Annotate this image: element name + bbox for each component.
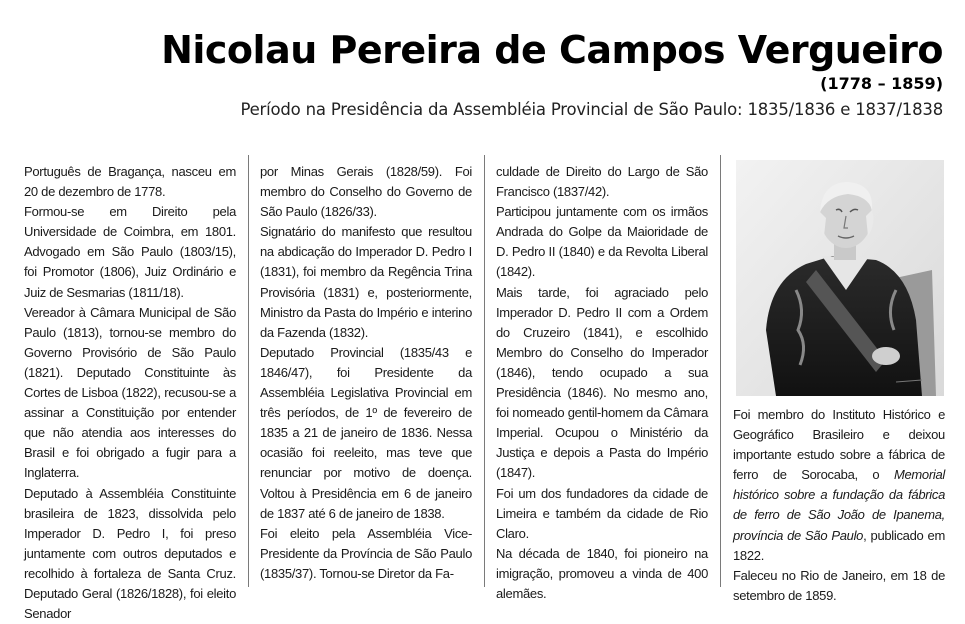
paragraph-text: , publicado em 1822.: [733, 528, 945, 563]
paragraph: Foi um dos fundadores da cidade de Limeira e também da cidade de Rio Claro.: [496, 484, 708, 544]
paragraph: Faleceu no Rio de Janeiro, em 18 de setembro de 1859.: [733, 566, 945, 606]
life-dates: (1778 – 1859): [820, 74, 943, 93]
memorial-title: Memorial histórico sobre a fundação da fábrica de ferro de São João de Ipanema, província de São Paulo: [733, 467, 945, 542]
text-column-2: [260, 162, 472, 584]
text-column-1: [24, 162, 236, 624]
paragraph: Deputado Provincial (1835/43 e 1846/47), foi Presidente da Assembléia Legislativa Provincial em três períodos, de 1º de fevereiro de 1835 a 21 de janeiro de 1836. Nessa ocasião foi reeleito, mas teve que renunciar por motivo de doença. Voltou à Presidência em 6 de janeiro de 1837 até 6 de janeiro de 1838.: [260, 343, 472, 524]
column-divider: [484, 155, 485, 587]
column-divider: [720, 155, 721, 587]
paragraph: Foi eleito pela Assembléia Vice-Presidente da Província de São Paulo (1835/37). Tornou-se Diretor da Fa-: [260, 524, 472, 584]
paragraph: culdade de Direito do Largo de São Francisco (1837/42).: [496, 162, 708, 202]
presidency-period: Período na Presidência da Assembléia Provincial de São Paulo: 1835/1836 e 1837/1838: [240, 100, 943, 119]
paragraph: por Minas Gerais (1828/59). Foi membro do Conselho do Governo de São Paulo (1826/33).: [260, 162, 472, 222]
text-column-3: [496, 162, 708, 604]
paragraph: Deputado à Assembléia Constituinte brasileira de 1823, dissolvida pelo Imperador D. Pedro I, foi preso juntamente com outros deputados e recolhido à fortaleza de Santa Cruz. Deputado Geral (1826/1828), foi eleito Senador: [24, 484, 236, 624]
paragraph: Formou-se em Direito pela Universidade de Coimbra, em 1801. Advogado em São Paulo (1803/15), foi Promotor (1806), Juiz Ordinário e Juiz de Sesmarias (1811/18).: [24, 202, 236, 302]
paragraph: Português de Bragança, nasceu em 20 de dezembro de 1778.: [24, 162, 236, 202]
paragraph-text: Foi membro do Instituto Histórico e Geográfico Brasileiro e deixou importante estudo sobre a fábrica de ferro de Sorocaba, o: [733, 407, 945, 482]
column-divider: [248, 155, 249, 587]
paragraph: Na década de 1840, foi pioneiro na imigração, promoveu a vinda de 400 alemães.: [496, 544, 708, 604]
paragraph: Mais tarde, foi agraciado pelo Imperador D. Pedro II com a Ordem do Cruzeiro (1841), e escolhido Membro do Conselho do Imperador (1846), tendo ocupado a sua Presidência (1846). No mesmo ano, foi nomeado gentil-homem da Câmara Imperial. Ocupou o Ministério da Justiça e depois a Pasta do Império (1847).: [496, 283, 708, 484]
portrait-image: [736, 160, 944, 396]
page-title: Nicolau Pereira de Campos Vergueiro: [161, 28, 943, 72]
text-column-4: [733, 405, 945, 606]
portrait-engraving: [736, 160, 944, 396]
paragraph: [733, 405, 945, 566]
paragraph: Participou juntamente com os irmãos Andrada do Golpe da Maioridade de D. Pedro II (1840) e da Revolta Liberal (1842).: [496, 202, 708, 282]
paragraph: Signatário do manifesto que resultou na abdicação do Imperador D. Pedro I (1831), foi membro da Regência Trina Provisória (1831) e, posteriormente, Ministro da Pasta do Império e interino da Fazenda (1832).: [260, 222, 472, 343]
paragraph: Vereador à Câmara Municipal de São Paulo (1813), tornou-se membro do Governo Provisório de São Paulo (1821). Deputado Constituinte às Cortes de Lisboa (1822), recusou-se a assinar a Constituição por entender que não atendia aos interesses do Brasil e foi obrigado a fugir para a Inglaterra.: [24, 303, 236, 484]
